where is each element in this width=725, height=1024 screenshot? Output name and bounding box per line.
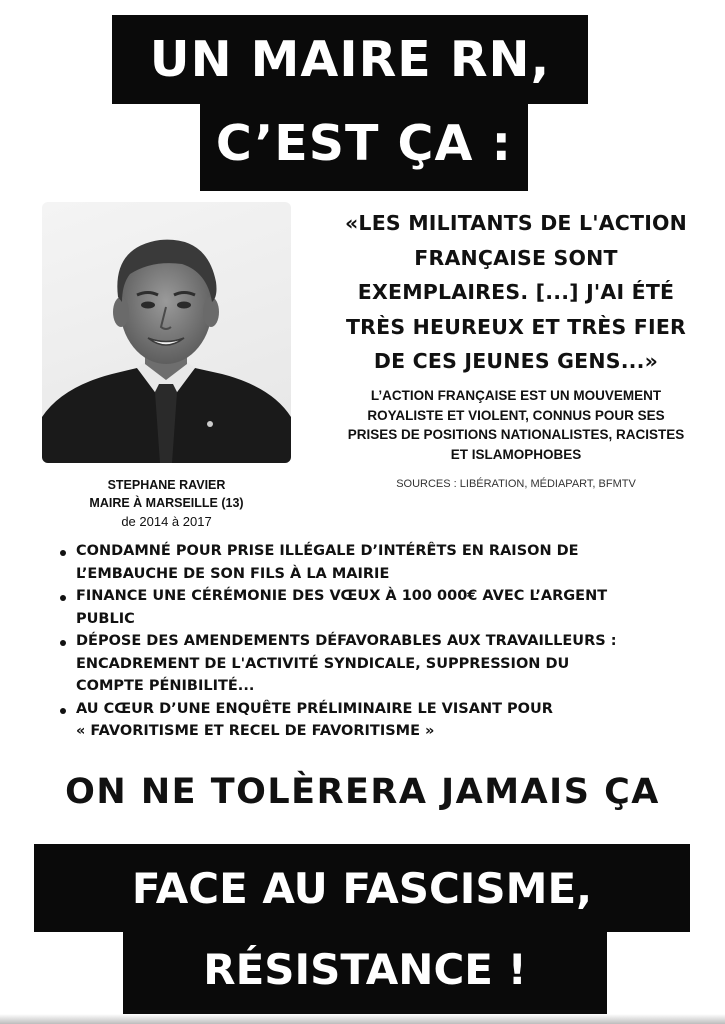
- description-block: [316, 386, 716, 464]
- portrait-role: MAIRE À MARSEILLE (13): [89, 496, 244, 510]
- fact-line: COMPTE PÉNIBILITÉ...: [76, 678, 255, 694]
- bullet-icon: [60, 595, 66, 601]
- bullet-icon: [60, 640, 66, 646]
- slogan: ON NE TOLÈRERA JAMAIS ÇA: [65, 772, 660, 812]
- fact-line: FINANCE UNE CÉRÉMONIE DES VŒUX À 100 000€ AVEC L’ARGENT: [76, 588, 608, 604]
- quote-line: EXEMPLAIRES. [...] J'AI ÉTÉ: [357, 280, 675, 304]
- footer-line-2: RÉSISTANCE !: [123, 924, 607, 1014]
- fact-item: [58, 630, 708, 698]
- fact-line: ENCADREMENT DE L'ACTIVITÉ SYNDICALE, SUPPRESSION DU: [76, 655, 570, 672]
- portrait-term: de 2014 à 2017: [121, 514, 212, 529]
- fact-line: AU CŒUR D’UNE ENQUÊTE PRÉLIMINAIRE LE VISANT POUR: [76, 700, 553, 717]
- bullet-icon: [60, 708, 66, 714]
- fact-item: [58, 698, 708, 743]
- fact-line: CONDAMNÉ POUR PRISE ILLÉGALE D’INTÉRÊTS EN RAISON DE: [76, 543, 579, 559]
- fact-line: L’EMBAUCHE DE SON FILS À LA MAIRIE: [76, 565, 390, 582]
- description-line: PRISES DE POSITIONS NATIONALISTES, RACISTES: [347, 427, 685, 442]
- quote-line: DE CES JEUNES GENS...»: [373, 349, 659, 373]
- quote-block: [316, 206, 716, 379]
- fact-line: « FAVORITISME ET RECEL DE FAVORITISME »: [76, 723, 435, 739]
- fact-line: DÉPOSE DES AMENDEMENTS DÉFAVORABLES AUX TRAVAILLEURS :: [76, 633, 617, 649]
- portrait-name: STEPHANE RAVIER: [107, 478, 226, 492]
- quote-line: TRÈS HEUREUX ET TRÈS FIER: [345, 314, 687, 339]
- quote-line: FRANÇAISE SONT: [414, 245, 618, 270]
- description-line: ROYALISTE ET VIOLENT, CONNUS POUR SES: [367, 407, 665, 423]
- portrait-photo: [42, 202, 291, 463]
- fact-item: [58, 585, 708, 630]
- bullet-icon: [60, 550, 66, 556]
- page-bottom-edge: [0, 1014, 725, 1024]
- headline-line-1: UN MAIRE RN,: [112, 15, 588, 104]
- fact-item: [58, 540, 708, 585]
- description-line: L’ACTION FRANÇAISE EST UN MOUVEMENT: [370, 388, 662, 403]
- headline-line-2: C’EST ÇA :: [200, 96, 528, 191]
- facts-list: [58, 540, 708, 743]
- description-line: ET ISLAMOPHOBES: [450, 446, 582, 462]
- footer-line-1: FACE AU FASCISME,: [34, 844, 690, 932]
- sources-note: SOURCES : LIBÉRATION, MÉDIAPART, BFMTV: [396, 478, 636, 490]
- quote-line: «LES MILITANTS DE L'ACTION: [344, 211, 688, 235]
- fact-line: PUBLIC: [76, 610, 135, 627]
